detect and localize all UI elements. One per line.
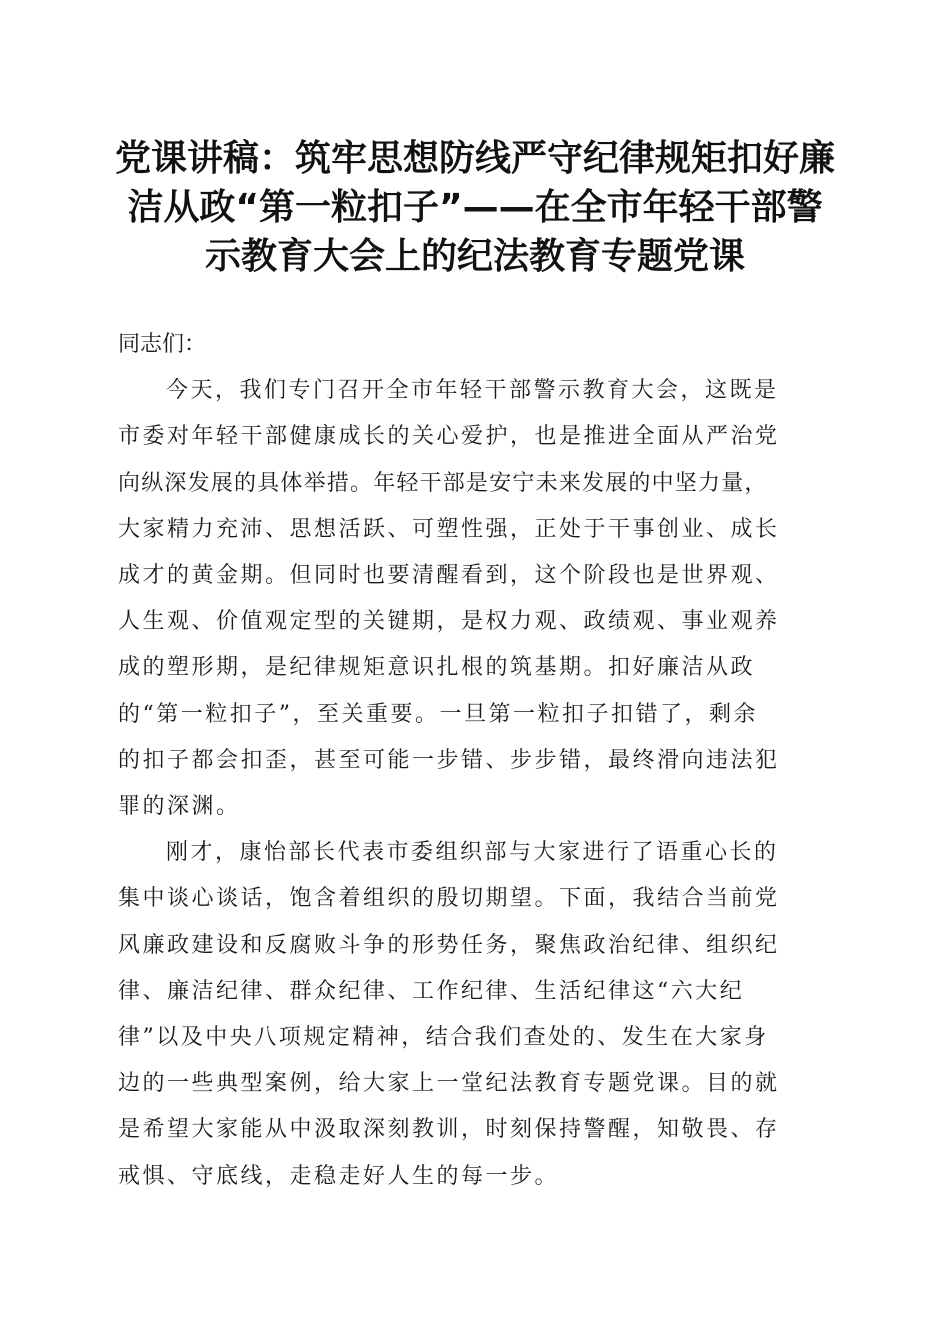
- text-line: 大家精力充沛、思想活跃、可塑性强，正处于干事创业、成长: [118, 516, 780, 542]
- text-line: 戒惧、守底线，走稳走好人生的每一步。: [118, 1163, 560, 1189]
- text-line: 成的塑形期，是纪律规矩意识扎根的筑基期。扣好廉洁从政: [118, 655, 756, 681]
- text-line: 罪的深渊。: [118, 794, 241, 820]
- paragraph-1: [118, 368, 838, 830]
- text-line: 今天，我们专门召开全市年轻干部警示教育大会，这既是: [166, 378, 779, 404]
- text-line: 是希望大家能从中汲取深刻教训，时刻保持警醒，知敬畏、存: [118, 1117, 780, 1143]
- text-line: 风廉政建设和反腐败斗争的形势任务，聚焦政治纪律、组织纪: [118, 932, 780, 958]
- title-line: 示教育大会上的纪法教育专题党课: [204, 236, 745, 277]
- title-line: 党课讲稿：筑牢思想防线严守纪律规矩扣好廉: [114, 138, 835, 179]
- text-line: 律、廉洁纪律、群众纪律、工作纪律、生活纪律这“六大纪: [118, 978, 745, 1004]
- text-line: 市委对年轻干部健康成长的关心爱护，也是推进全面从严治党: [118, 424, 780, 450]
- text-line: 边的一些典型案例，给大家上一堂纪法教育专题党课。目的就: [118, 1071, 780, 1097]
- document-body: [118, 322, 838, 1200]
- text-line: 人生观、价值观定型的关键期，是权力观、政绩观、事业观养: [118, 609, 780, 635]
- text-line: 向纵深发展的具体举措。年轻干部是安宁未来发展的中坚力量，: [118, 470, 768, 496]
- title-line: 洁从政“第一粒扣子”——在全市年轻干部警: [127, 187, 823, 228]
- text-line: 成才的黄金期。但同时也要清醒看到，这个阶段也是世界观、: [118, 563, 780, 589]
- document-title: [110, 134, 840, 281]
- salutation: 同志们：: [118, 332, 207, 357]
- text-line: 集中谈心谈话，饱含着组织的殷切期望。下面，我结合当前党: [118, 886, 780, 912]
- text-line: 的扣子都会扣歪，甚至可能一步错、步步错，最终滑向违法犯: [118, 747, 780, 773]
- text-line: 的“第一粒扣子”，至关重要。一旦第一粒扣子扣错了，剩余: [118, 701, 758, 727]
- text-line: 律”以及中央八项规定精神，结合我们查处的、发生在大家身: [118, 1025, 769, 1051]
- paragraph-2: [118, 830, 838, 1200]
- text-line: 刚才，康怡部长代表市委组织部与大家进行了语重心长的: [166, 840, 779, 866]
